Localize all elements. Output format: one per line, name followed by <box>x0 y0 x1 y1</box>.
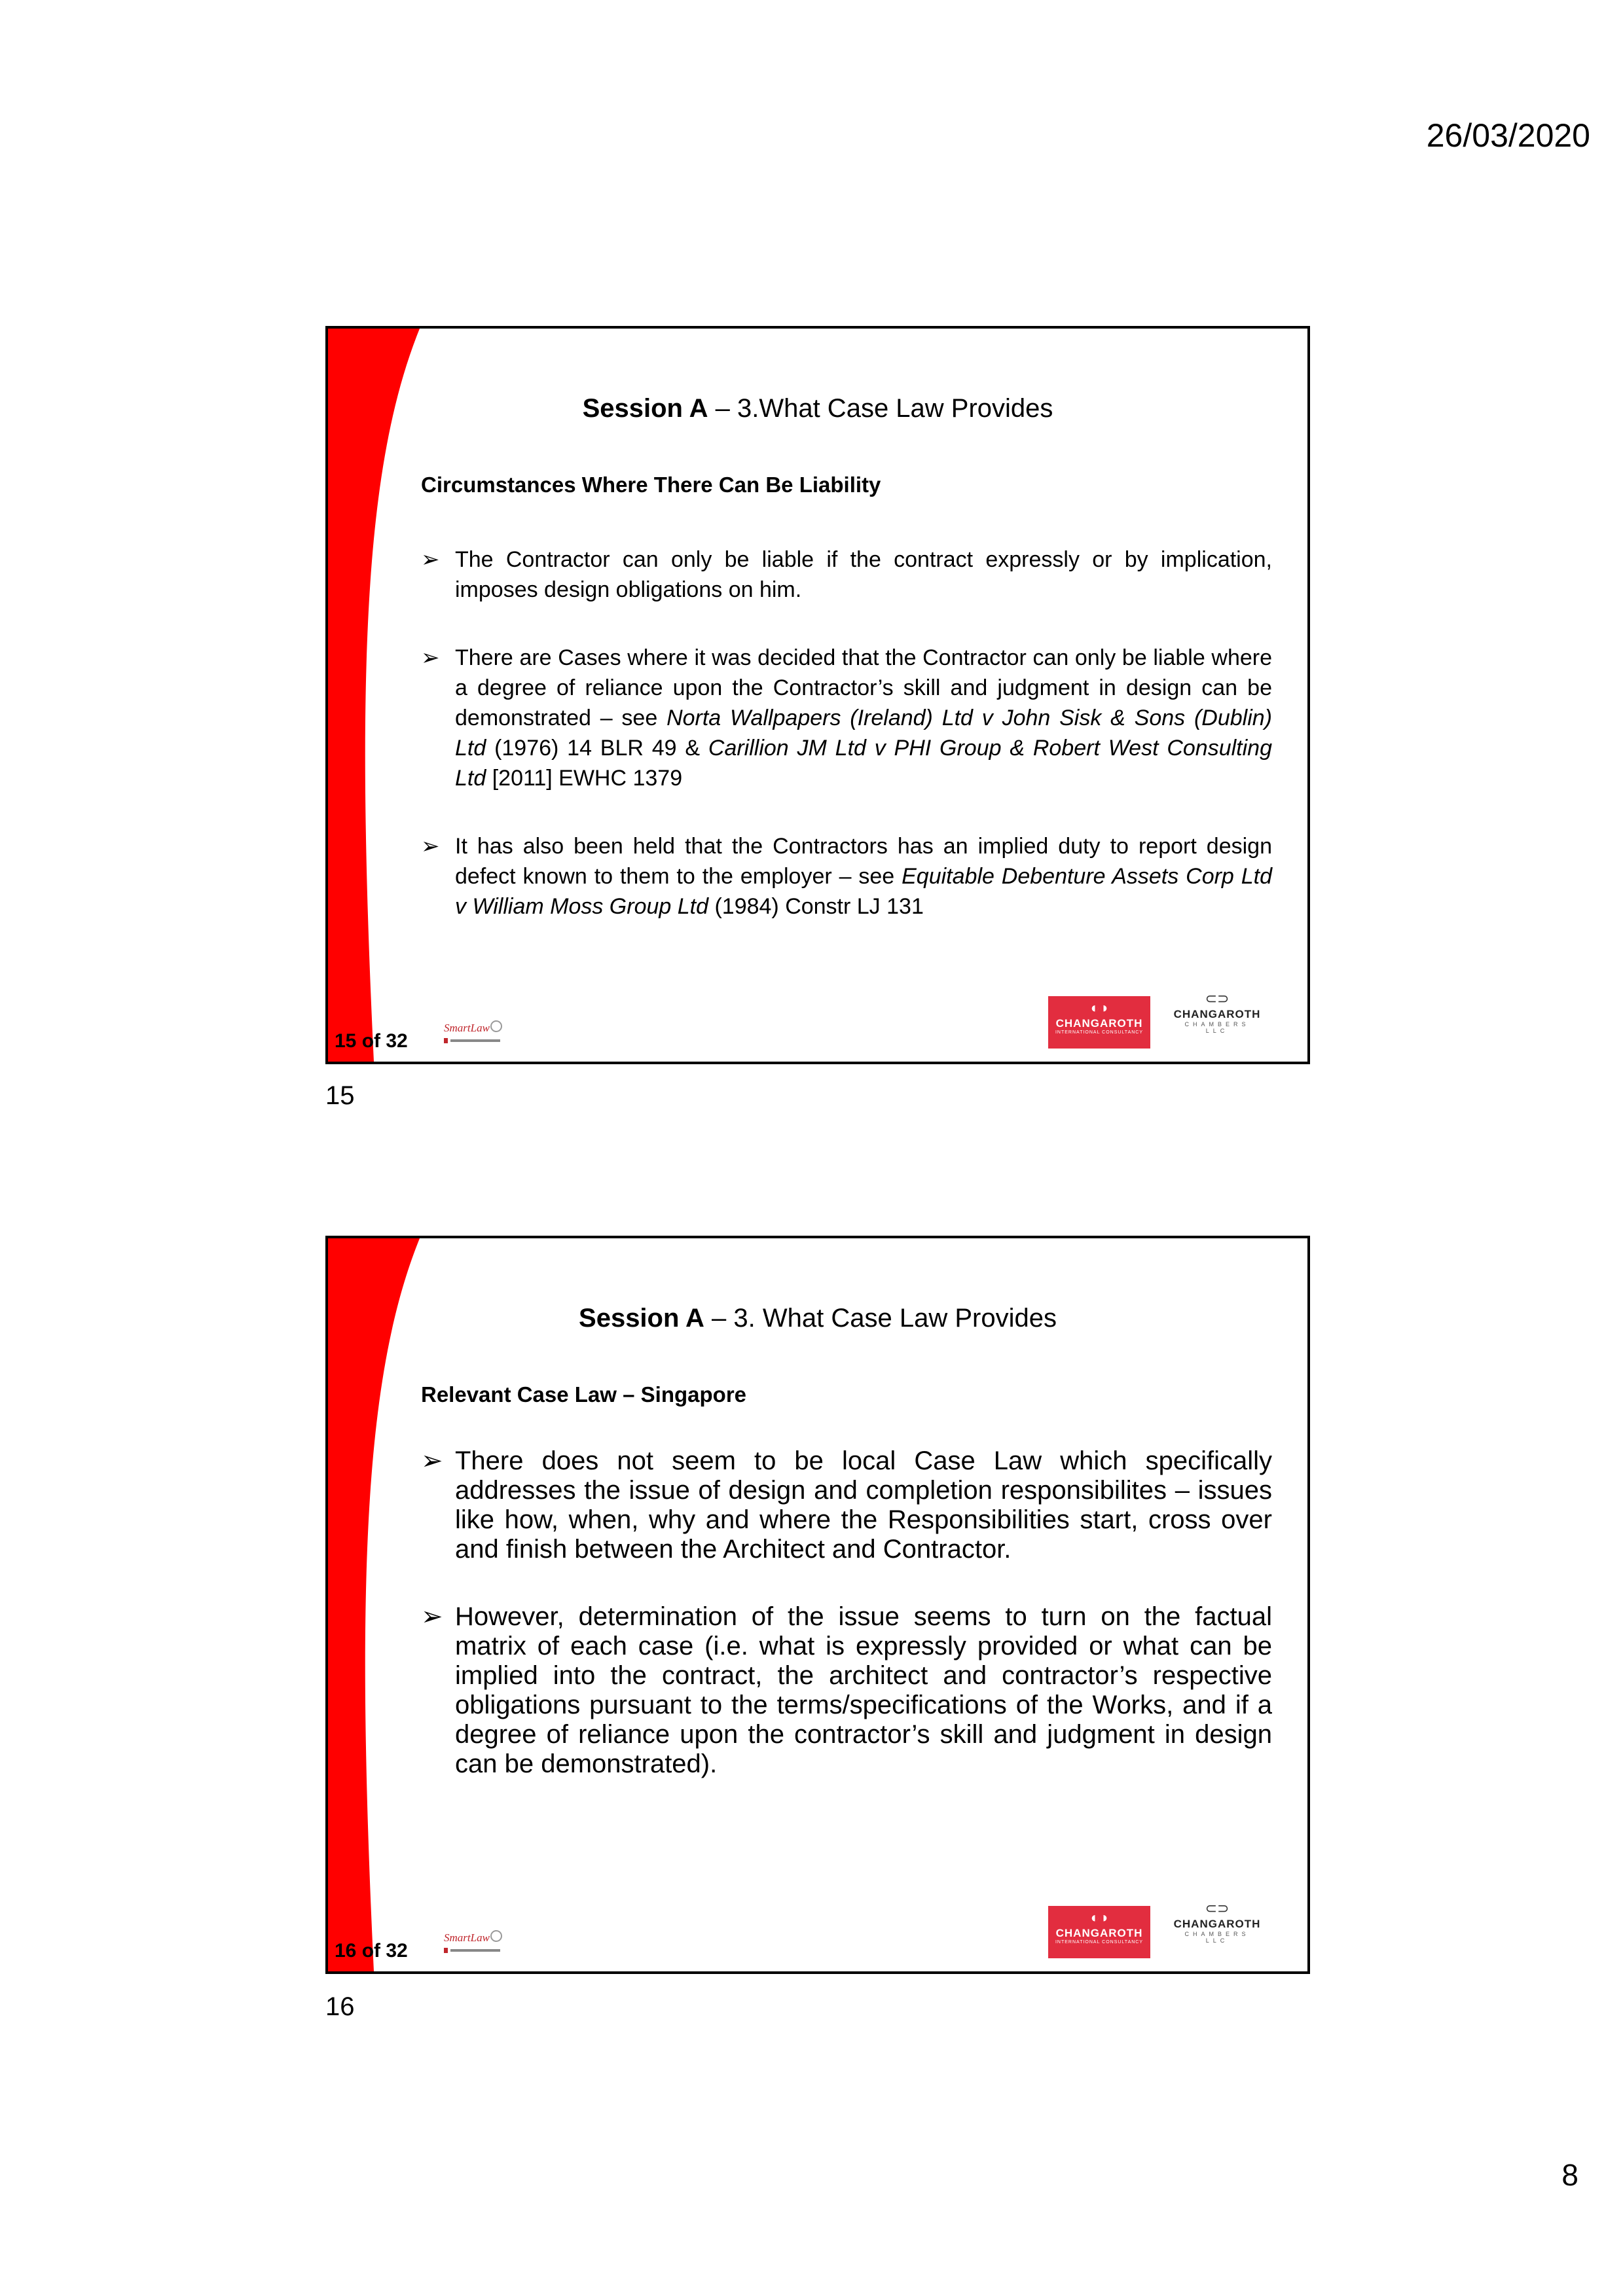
bullet-item: ➢ The Contractor can only be liable if the contract expressly or by implication, imposes design obligations on him. <box>421 545 1272 605</box>
changaroth-consultancy-logo: ◐◑ CHANGAROTH INTERNATIONAL CONSULTANCY <box>1048 1906 1150 1958</box>
slide-subheading: Relevant Case Law – Singapore <box>421 1382 747 1407</box>
arrow-bullet-icon: ➢ <box>421 645 440 670</box>
cd-monogram-icon: ◐◑ <box>1090 1909 1108 1926</box>
svg-text:SmartLaw: SmartLaw <box>444 1022 490 1034</box>
arrow-bullet-icon: ➢ <box>421 547 440 572</box>
bullet-item: ➢ There are Cases where it was decided that the Contractor can only be liable where a degree of reliance upon the Contractor’s skill and judgment in design can be demonstrated – see Norta Wallpapers (Ireland) Ltd v John Sisk & Sons (Dublin) Ltd (1976) 14 BLR 49 & Carillion JM Ltd v PHI Group & Robert West Consulting Ltd [2011] EWHC 1379 <box>421 643 1272 793</box>
changaroth-consultancy-logo: ◐◑ CHANGAROTH INTERNATIONAL CONSULTANCY <box>1048 996 1150 1049</box>
slide-page-badge: 16 of 32 <box>335 1940 408 1962</box>
red-swoosh-decoration <box>328 1238 420 1971</box>
changaroth-chambers-logo: ⊂⊃ CHANGAROTH CHAMBERS LLC <box>1171 1899 1263 1958</box>
slide-page-badge: 15 of 32 <box>335 1030 408 1052</box>
svg-text:SmartLaw: SmartLaw <box>444 1931 490 1944</box>
bullet-item: ➢ It has also been held that the Contractors has an implied duty to report design defect known to them to the employer – see Equitable Debenture Assets Corp Ltd v William Moss Group Ltd (1984) Constr LJ 131 <box>421 831 1272 922</box>
cd-monogram-icon: ◐◑ <box>1090 999 1108 1016</box>
page-date: 26/03/2020 <box>1426 117 1590 154</box>
case-citation: Equitable Debenture Assets Corp Ltd v William Moss Group Ltd <box>455 864 1273 919</box>
page-number: 8 <box>1561 2158 1578 2192</box>
slide-subheading: Circumstances Where There Can Be Liability <box>421 473 881 497</box>
slide-caption: 16 <box>325 1992 355 2021</box>
smartlaw-logo <box>443 1014 503 1047</box>
case-citation: Norta Wallpapers (Ireland) Ltd v John Sisk & Sons (Dublin) Ltd <box>455 706 1272 761</box>
slide-16 <box>325 1236 1310 1974</box>
bullet-item: ➢ There does not seem to be local Case Law which specifically addresses the issue of design and completion responsibilites – issues like how, when, why and where the Responsibilities start, cross over and finish between the Architect and Contractor. <box>421 1446 1272 1564</box>
slide-title: Session A – 3. What Case Law Provides <box>579 1304 1057 1333</box>
bullet-list <box>421 1446 1272 1817</box>
changaroth-chambers-logo: ⊂⊃ CHANGAROTH CHAMBERS LLC <box>1171 990 1263 1049</box>
slide-title: Session A – 3.What Case Law Provides <box>582 394 1053 423</box>
slide-caption: 15 <box>325 1081 355 1110</box>
slide-15 <box>325 326 1310 1064</box>
cd-monogram-icon: ⊂⊃ <box>1205 990 1230 1007</box>
arrow-bullet-icon: ➢ <box>421 834 440 859</box>
red-swoosh-decoration <box>328 329 420 1062</box>
arrow-bullet-icon: ➢ <box>421 1602 443 1631</box>
arrow-bullet-icon: ➢ <box>421 1446 443 1475</box>
case-citation: Carillion JM Ltd v PHI Group & Robert West Consulting Ltd <box>455 736 1272 791</box>
cd-monogram-icon: ⊂⊃ <box>1205 1900 1230 1916</box>
bullet-list <box>421 545 1272 960</box>
smartlaw-logo <box>443 1924 503 1957</box>
bullet-item: ➢ However, determination of the issue seems to turn on the factual matrix of each case (i.e. what is expressly provided or what can be implied into the contract, the architect and contractor’s respective obligations pursuant to the terms/specifications of the Works, and if a degree of reliance upon the contractor’s skill and judgment in design can be demonstrated). <box>421 1602 1272 1778</box>
